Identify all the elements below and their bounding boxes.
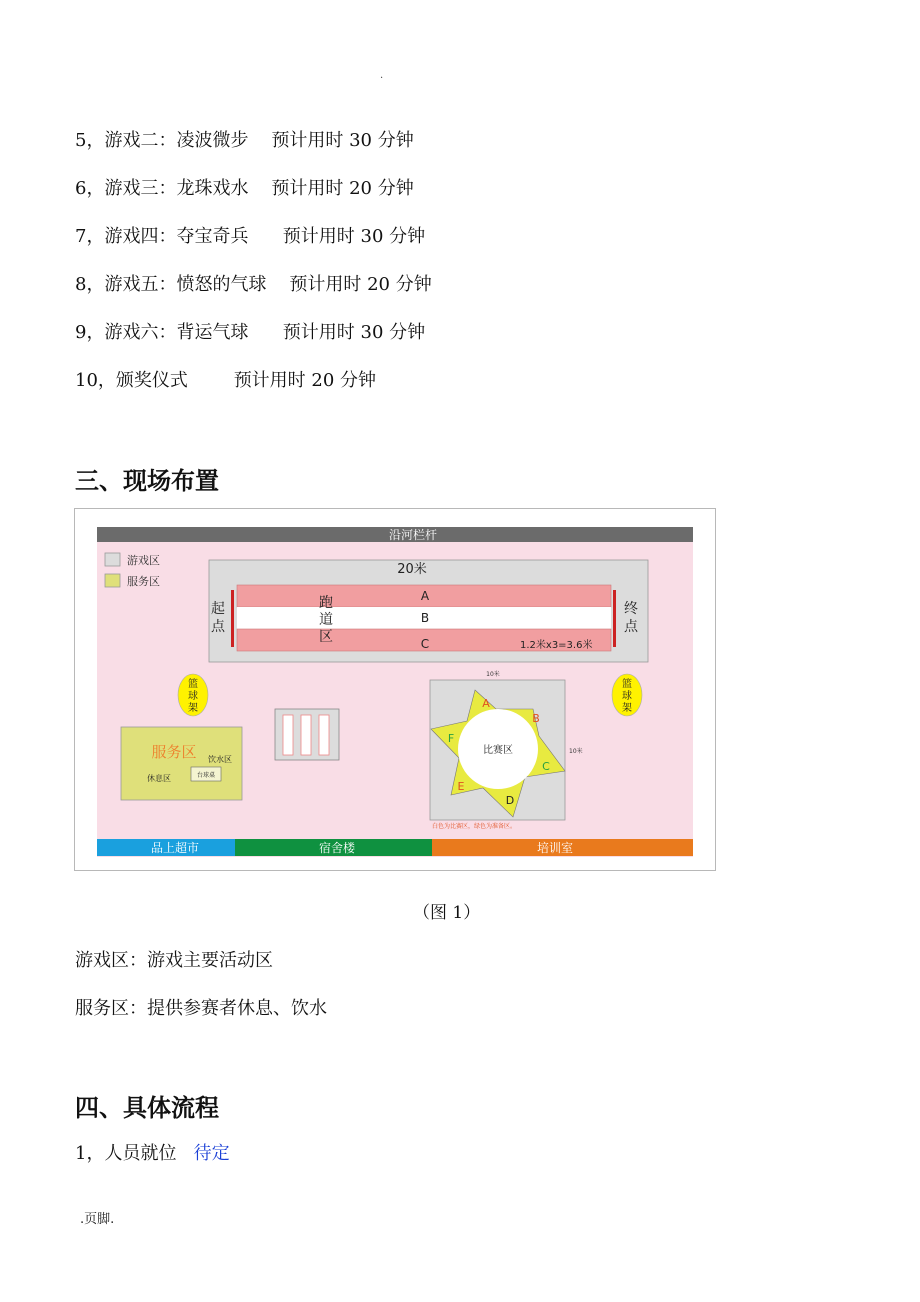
hoop-right-label-2: 球 [622,691,632,702]
rest-area-label: 休息区 [147,774,171,783]
hoop-left-label-2: 球 [188,691,198,702]
status-pending: 待定 [193,1143,230,1164]
schedule-item: 9，游戏六：背运气球 预计用时 30 分钟 [75,322,426,343]
legend-service-swatch [105,574,120,587]
equipment-rack-2 [301,715,311,755]
star-label-e: E [457,780,465,793]
lane-c-label: C [420,637,430,651]
arena-center-label: 比赛区 [483,745,513,756]
description-game-zone: 游戏区：游戏主要活动区 [75,950,273,971]
figure-caption: （图 1） [413,903,481,923]
finish-label-1: 终 [624,601,638,617]
legend-game-label: 游戏区 [127,554,160,567]
finish-label-2: 点 [624,619,638,635]
hoop-right-label-3: 架 [622,703,632,714]
star-label-a: A [482,697,490,710]
start-label-2: 点 [211,619,225,635]
header-mark: . [380,70,384,81]
legend-service-label: 服务区 [127,575,160,588]
legend-game-swatch [105,553,120,566]
dormitory-label: 宿舍楼 [318,841,356,855]
river-railing-label: 沿河栏杆 [388,528,438,542]
schedule-item: 10，颁奖仪式 预计用时 20 分钟 [75,370,377,391]
equipment-rack-1 [283,715,293,755]
hoop-left-label-1: 篮 [188,679,198,690]
training-room-label: 培训室 [536,841,574,855]
finish-marker [613,590,616,647]
star-label-b: B [532,712,540,725]
process-step-1: 1，人员就位 待定 [75,1143,230,1164]
lane-a-label: A [420,589,430,603]
billiard-table-label: 台球桌 [196,772,216,779]
hoop-left-label-3: 架 [188,703,198,714]
schedule-item: 7，游戏四：夺宝奇兵 预计用时 30 分钟 [75,226,426,247]
supermarket-label: 品上超市 [150,841,200,855]
arena-note: 白色为比赛区，绿色为准备区。 [432,823,517,830]
venue-map [75,509,715,870]
start-label-1: 起 [211,601,225,617]
schedule-item: 8，游戏五：愤怒的气球 预计用时 20 分钟 [75,274,432,295]
water-area-label: 饮水区 [208,755,232,764]
venue-layout-figure [74,508,716,871]
description-service-zone: 服务区：提供参赛者休息、饮水 [75,998,327,1019]
star-label-c: C [542,760,550,773]
lane-b-label: B [420,611,430,625]
star-label-d: D [505,794,515,807]
schedule-item: 6，游戏三：龙珠戏水 预计用时 20 分钟 [75,178,414,199]
service-zone-title: 服务区 [151,743,197,761]
lane-width-label: 1.2米x3=3.6米 [520,640,593,651]
equipment-rack-3 [319,715,329,755]
schedule-item: 5，游戏二：凌波微步 预计用时 30 分钟 [75,130,414,151]
arena-width-label: 10米 [486,671,500,678]
track-area-label-2: 道 [319,612,333,628]
arena-height-label: 10米 [569,748,583,755]
track-length-label: 20米 [397,562,427,577]
hoop-right-label-1: 篮 [622,679,632,690]
track-area-label-1: 跑 [319,595,333,611]
track-area-label-3: 区 [319,629,333,645]
start-marker [231,590,234,647]
section-heading-layout: 三、现场布置 [75,466,219,495]
page-footer: .页脚. [80,1212,115,1227]
section-heading-process: 四、具体流程 [75,1093,219,1122]
star-label-f: F [447,732,455,745]
